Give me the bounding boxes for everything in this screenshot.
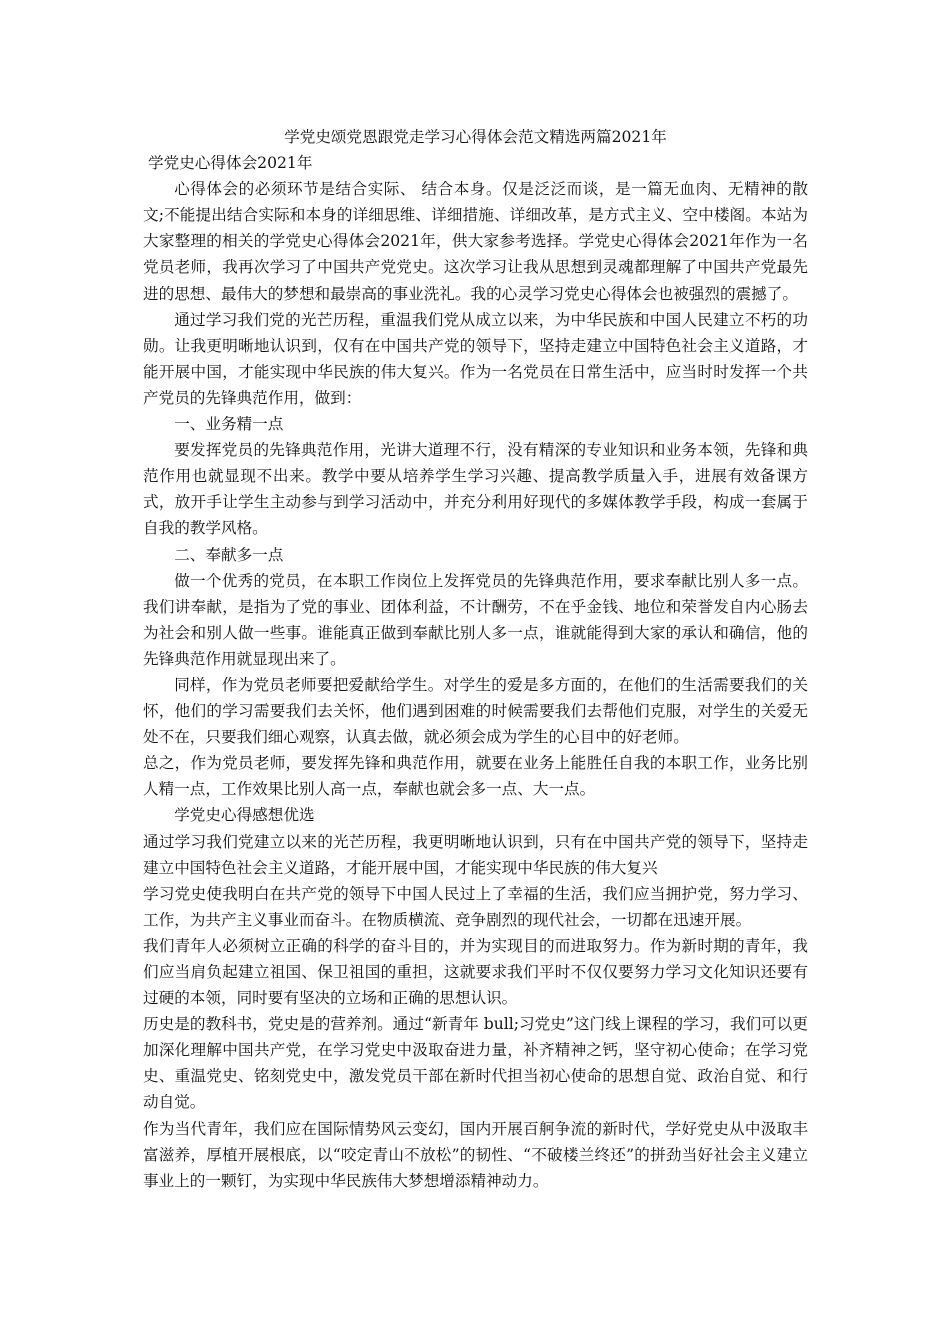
section-heading-business: 一、业务精一点 — [174, 415, 284, 434]
document-title: 学党史颂党恩跟党走学习心得体会范文精选两篇2021年 — [284, 128, 667, 146]
paragraph-history: 通过学习我们党的光芒历程，重温我们党从成立以来，为中华民族和中国人民建立不朽的功勋。让我更明晰地认识到，仅有在中国共产党的领导下，坚持走建立中国特色社会主义道路，才能开展中国，才能实现中华民族的伟大复兴。作为一名党员在日常生活中，应当时时发挥一个共产党员的先锋典范作用，做到： — [143, 310, 808, 407]
paragraph-reflection-5: 作为当代青年，我们应在国际情势风云变幻，国内开展百舸争流的新时代，学好党史从中汲取丰富滋养，厚植开展根底，以“咬定青山不放松”的韧性、“不破楼兰终还”的拼劲当好社会主义建立事业上的一颗钉，为实现中华民族伟大梦想增添精神动力。 — [143, 1119, 808, 1190]
paragraph-intro: 心得体会的必须环节是结合实际、 结合本身。仅是泛泛而谈，是一篇无血肉、无精神的散文;不能提出结合实际和本身的详细思维、详细措施、详细改革，是方式主义、空中楼阁。本站为大家整理的相关的学党史心得体会2021年，供大家参考选择。学党史心得体会2021年作为一名党员老师，我再次学习了中国共产党党史。这次学习让我从思想到灵魂都理解了中国共产党最先进的思想、最伟大的梦想和最崇高的事业洗礼。我的心灵学习党史心得体会也被强烈的震撼了。 — [143, 180, 808, 303]
paragraph-reflection-1: 通过学习我们党建立以来的光芒历程，我更明晰地认识到，只有在中国共产党的领导下，坚持走建立中国特色社会主义道路，才能开展中国，才能实现中华民族的伟大复兴 — [143, 832, 808, 877]
section-heading-dedication: 二、奉献多一点 — [174, 545, 284, 564]
paragraph-reflection-3: 我们青年人必须树立正确的科学的奋斗目的，并为实现目的而进取努力。作为新时期的青年，我们应当肩负起建立祖国、保卫祖国的重担，这就要求我们平时不仅仅要努力学习文化知识还要有过硬的本领，同时要有坚决的立场和正确的思想认识。 — [143, 936, 808, 1008]
paragraph-reflection-4: 历史是的教科书，党史是的营养剂。通过“新青年 bull;习党史”这门线上课程的学习，我们可以更加深化理解中国共产党，在学习党史中汲取奋进力量，补齐精神之钙，坚守初心使命；在学习党史、重温党史、铭刻党史中，激发党员干部在新时代担当初心使命的思想自觉、政治自觉、和行动自觉。 — [143, 1015, 808, 1112]
paragraph-business: 要发挥党员的先锋典范作用，光讲大道理不行，没有精深的专业知识和业务本领，先锋和典范作用也就显现不出来。教学中要从培养学生学习兴趣、提高教学质量入手，进展有效备课方式，放开手让学生主动参与到学习活动中，并充分利用好现代的多媒体教学手段，构成一套属于自我的教学风格。 — [143, 441, 808, 538]
paragraph-students: 同样，作为党员老师要把爱献给学生。对学生的爱是多方面的，在他们的生活需要我们的关怀，他们的学习需要我们去关怀，他们遇到困难的时候需要我们去帮他们克服，对学生的关爱无处不在，只要我们细心观察，认真去做，就必须会成为学生的心目中的好老师。 — [143, 675, 808, 747]
paragraph-dedication: 做一个优秀的党员，在本职工作岗位上发挥党员的先锋典范作用，要求奉献比别人多一点。我们讲奉献，是指为了党的事业、团体利益，不计酬劳，不在乎金钱、地位和荣誉发自内心肠去为社会和别人做一些事。谁能真正做到奉献比别人多一点，谁就能得到大家的承认和确信，他的先锋典范作用就显现出来了。 — [143, 571, 808, 668]
document-page — [143, 124, 808, 1194]
section-heading-reflections: 学党史心得感想优选 — [174, 806, 315, 825]
paragraph-reflection-2: 学习党史使我明白在共产党的领导下中国人民过上了幸福的生活，我们应当拥护党，努力学习、工作，为共产主义事业而奋斗。在物质横流、竞争剧烈的现代社会，一切都在迅速开展。 — [143, 884, 808, 929]
paragraph-summary: 总之，作为党员老师，要发挥先锋和典范作用，就要在业务上能胜任自我的本职工作，业务比别人精一点，工作效果比别人高一点，奉献也就会多一点、大一点。 — [143, 754, 808, 799]
document-subtitle: 学党史心得体会2021年 — [148, 154, 313, 173]
